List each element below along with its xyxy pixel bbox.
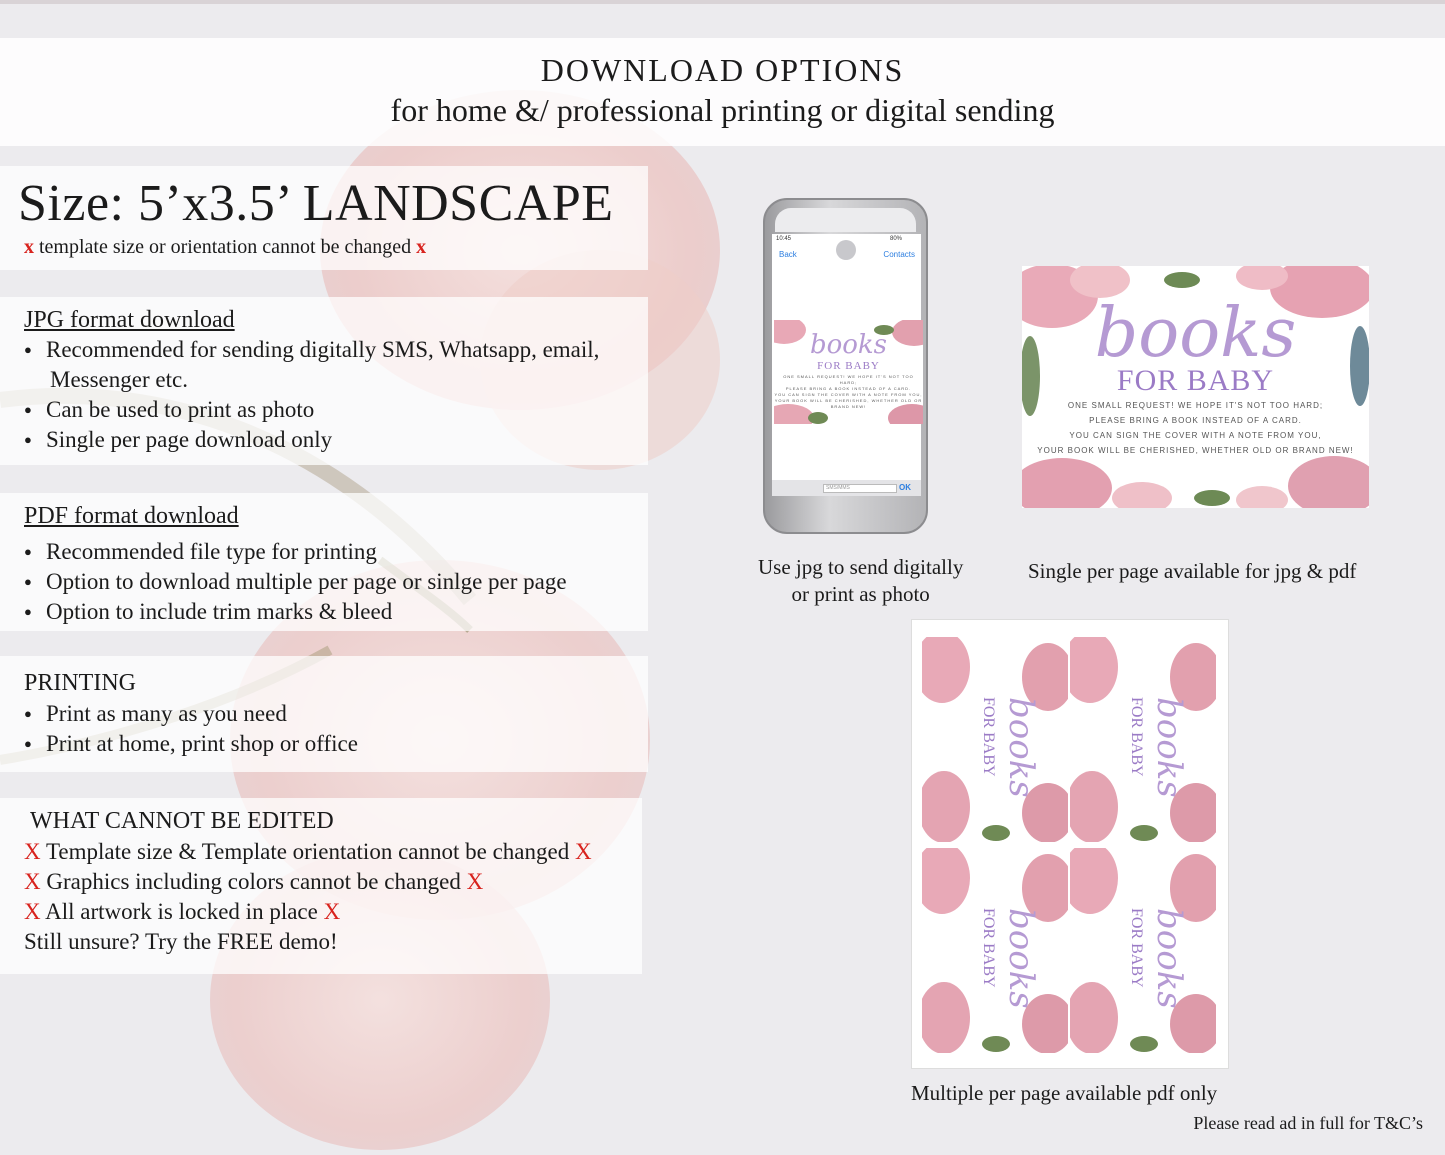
phone-earpiece xyxy=(775,208,916,232)
list-item: ● Option to include trim marks & bleed xyxy=(24,597,567,627)
printing-section-title: PRINTING xyxy=(24,670,136,696)
list-item: ● Recommended file type for printing xyxy=(24,537,567,567)
phone-mockup xyxy=(763,198,928,534)
svg-text:books: books xyxy=(1001,908,1041,1009)
floral-border-icon xyxy=(922,637,1068,842)
phone-message-input: SMS/MMS xyxy=(823,484,897,493)
printing-panel xyxy=(0,656,648,772)
list-item: ● Print as many as you need xyxy=(24,699,358,729)
phone-back-link: Back xyxy=(779,250,797,259)
cannot-edit-title: WHAT CANNOT BE EDITED xyxy=(30,808,334,834)
list-item: ● Print at home, print shop or office xyxy=(24,729,358,759)
cannot-edit-panel xyxy=(0,798,642,974)
floral-border-icon xyxy=(1070,637,1216,842)
list-item: ● Recommended for sending digitally SMS, Whatsapp, email, xyxy=(24,335,599,365)
pdf-bullet-list xyxy=(24,537,567,627)
x-mark-icon: X xyxy=(323,899,341,924)
page-title: DOWNLOAD OPTIONS xyxy=(540,52,905,88)
pdf-section-title: PDF format download xyxy=(24,503,239,529)
svg-text:FOR BABY: FOR BABY xyxy=(980,908,997,988)
list-item: ● Can be used to print as photo xyxy=(24,395,599,425)
header-band xyxy=(0,38,1445,146)
size-title: Size: 5’x3.5’ LANDSCAPE xyxy=(18,175,614,232)
printing-bullet-list xyxy=(24,699,358,759)
x-mark-icon: x xyxy=(416,236,427,258)
x-mark-icon: X xyxy=(24,869,41,894)
list-item: X Graphics including colors cannot be changed X xyxy=(24,869,484,894)
mini-card xyxy=(922,637,1068,842)
svg-text:books: books xyxy=(1149,908,1189,1009)
card-message: ONE SMALL REQUEST! WE HOPE IT'S NOT TOO HARD; PLEASE BRING A BOOK INSTEAD OF A CARD. YOU CAN SIGN THE COVER WITH A NOTE FROM YOU, YOUR BOOK WILL BE CHERISHED, WHETHER OLD OR BRAND NEW! xyxy=(1037,401,1354,455)
list-item: X Template size & Template orientation cannot be changed X xyxy=(24,839,592,864)
mini-card xyxy=(1070,848,1216,1053)
phone-contacts-link: Contacts xyxy=(883,250,915,259)
size-note xyxy=(24,236,426,259)
list-item: ● Single per page download only xyxy=(24,425,599,455)
jpg-bullet-list xyxy=(24,335,599,455)
x-mark-icon: x xyxy=(24,236,34,258)
card-script-word: books xyxy=(1094,294,1297,373)
jpg-section-title: JPG format download xyxy=(24,307,235,333)
single-card-preview xyxy=(1022,266,1369,508)
page-subtitle: for home &/ professional printing or digital sending xyxy=(390,92,1055,128)
size-panel xyxy=(0,166,648,270)
x-mark-icon: X xyxy=(466,869,484,894)
card-heading: FOR BABY xyxy=(1116,364,1275,397)
svg-text:FOR BABY: FOR BABY xyxy=(1128,908,1145,988)
jpg-panel xyxy=(0,297,648,465)
phone-card-preview xyxy=(774,320,923,424)
card-heading: FOR BABY xyxy=(817,360,880,372)
x-mark-icon: X xyxy=(574,839,592,864)
svg-text:FOR BABY: FOR BABY xyxy=(1128,697,1145,777)
x-mark-icon: X xyxy=(24,899,41,924)
floral-border-icon xyxy=(922,848,1068,1053)
terms-footnote: Please read ad in full for T&C’s xyxy=(1193,1113,1423,1133)
demo-note: Still unsure? Try the FREE demo! xyxy=(24,929,338,954)
card-message: ONE SMALL REQUEST! WE HOPE IT'S NOT TOO HARD; PLEASE BRING A BOOK INSTEAD OF A CARD. YOU CAN SIGN THE COVER WITH A NOTE FROM YOU, YOUR BOOK WILL BE CHERISHED, WHETHER OLD OR BRAND NEW! xyxy=(774,374,923,409)
phone-ok-button: OK xyxy=(899,483,911,492)
multiple-caption: Multiple per page available pdf only xyxy=(911,1081,1218,1105)
mini-card xyxy=(922,848,1068,1053)
avatar xyxy=(836,240,856,260)
svg-text:books: books xyxy=(1149,697,1189,798)
list-item: X All artwork is locked in place X xyxy=(24,899,341,924)
pdf-panel xyxy=(0,493,648,631)
svg-text:FOR BABY: FOR BABY xyxy=(980,697,997,777)
phone-caption: Use jpg to send digitally or print as photo xyxy=(758,555,964,606)
svg-text:books: books xyxy=(1001,697,1041,798)
cannot-edit-list xyxy=(24,837,592,957)
size-note-text: template size or orientation cannot be changed xyxy=(39,236,412,258)
floral-border-icon xyxy=(1070,848,1216,1053)
list-item: ● Option to download multiple per page or sinlge per page xyxy=(24,567,567,597)
mini-card xyxy=(1070,637,1216,842)
single-caption: Single per page available for jpg & pdf xyxy=(1028,559,1357,583)
phone-time: 10:45 xyxy=(776,236,792,242)
list-item: Messenger etc. xyxy=(50,367,188,392)
phone-battery: 80% xyxy=(890,236,903,242)
card-script-word: books xyxy=(809,330,888,360)
multi-page-sheet-preview xyxy=(911,619,1229,1069)
x-mark-icon: X xyxy=(24,839,41,864)
